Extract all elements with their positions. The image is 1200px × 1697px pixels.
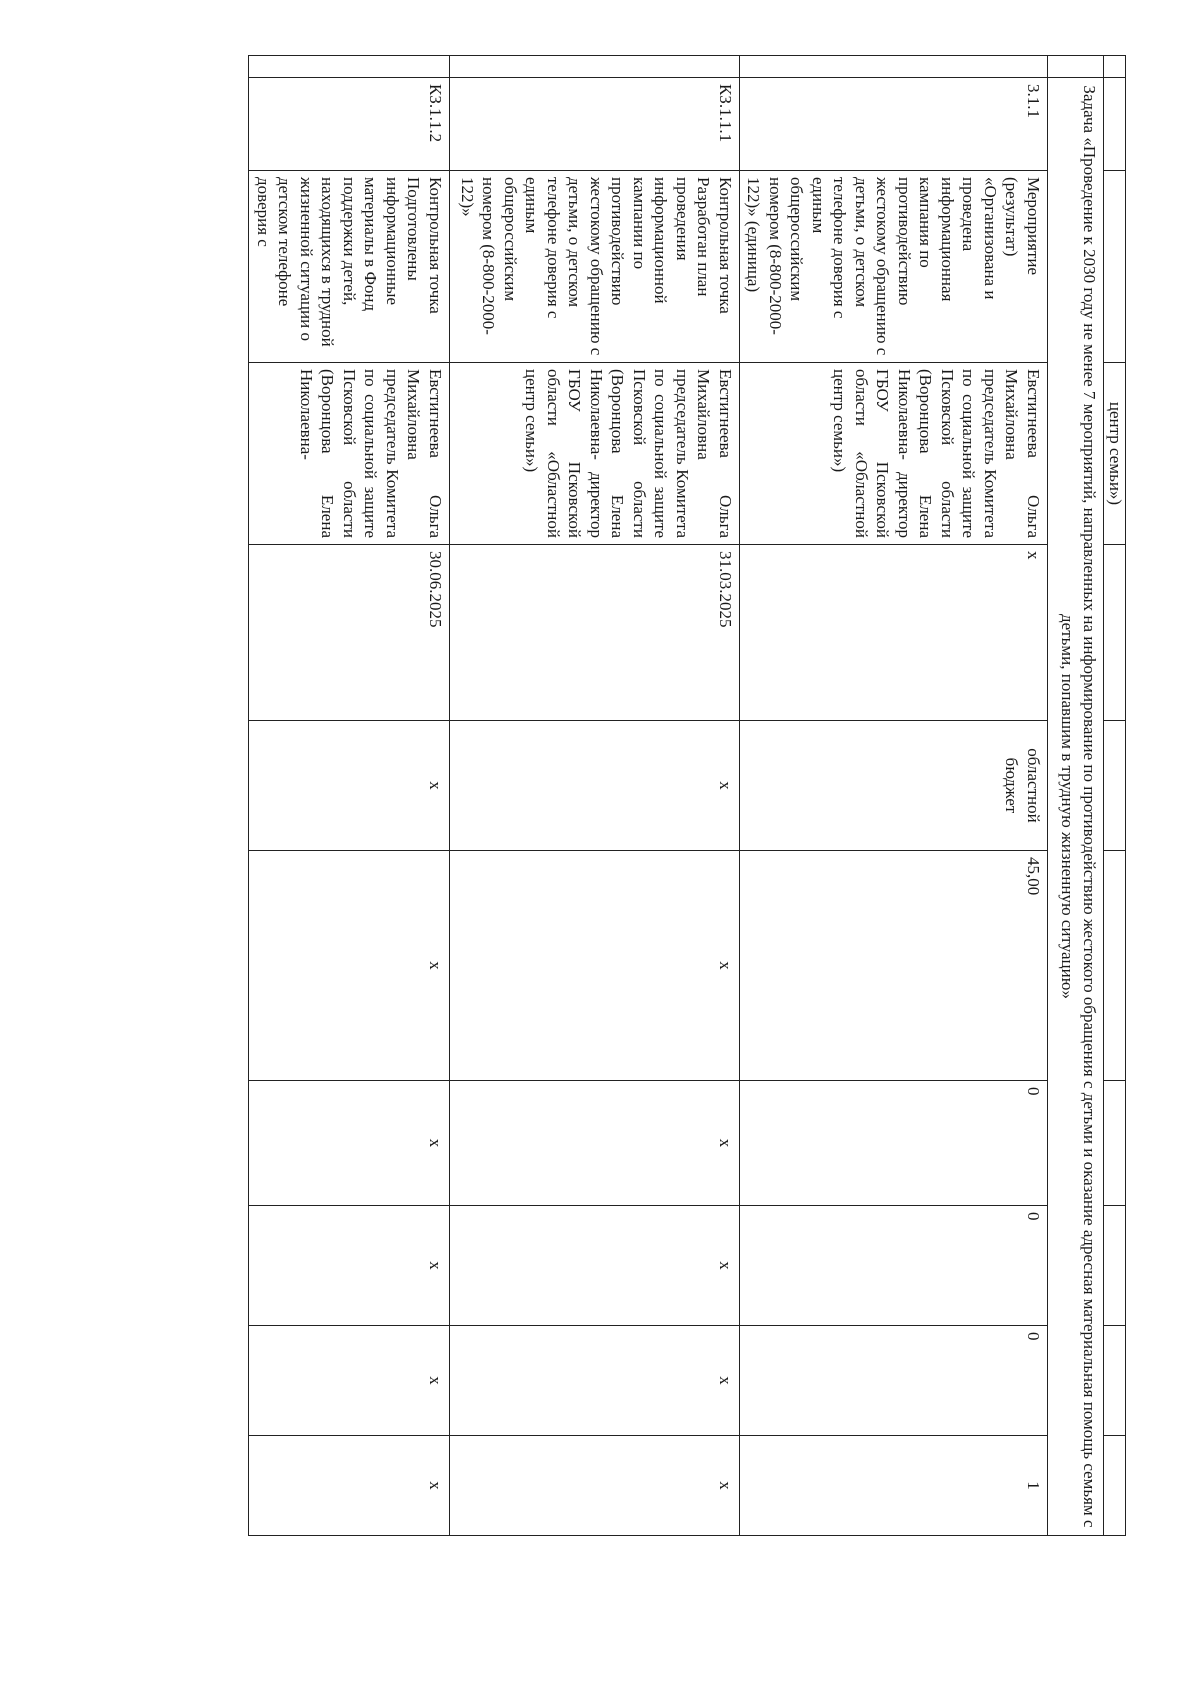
row-value-4: x bbox=[450, 1436, 740, 1536]
table-row bbox=[249, 56, 450, 1536]
row-value-2: 0 bbox=[740, 1206, 1048, 1326]
empty-cell bbox=[1104, 851, 1126, 1081]
empty-cell bbox=[1104, 56, 1126, 78]
row-value-3: x bbox=[249, 1326, 450, 1436]
empty-cell bbox=[1104, 1436, 1126, 1536]
row-value-1: x bbox=[249, 1081, 450, 1206]
row-number: 3.1.1 bbox=[740, 78, 1048, 171]
row-date: 30.06.2025 bbox=[249, 545, 450, 721]
task-row bbox=[1048, 56, 1104, 1536]
row-amount: x bbox=[249, 851, 450, 1081]
row-number: КЗ.1.1.2 bbox=[249, 78, 450, 171]
empty-cell bbox=[1104, 171, 1126, 363]
empty-cell bbox=[450, 56, 740, 78]
empty-cell bbox=[1104, 721, 1126, 851]
row-responsible: Евстигнеева Ольга Михайловна председатель Комитета по социальной защите Псковской области (Воронцова Елена Николаевна- bbox=[249, 363, 450, 545]
row-description: Мероприятие (результат) «Организована и проведена информационная кампания по противодействию жестокому обращению с детьми, о детском телефоне доверия с единым общероссийским номером (8-800-2000-122)» (единица) bbox=[740, 171, 1048, 363]
row-number: КЗ.1.1.1 bbox=[450, 78, 740, 171]
continued-row bbox=[1104, 56, 1126, 1536]
row-value-3: x bbox=[450, 1326, 740, 1436]
empty-cell bbox=[740, 56, 1048, 78]
row-value-2: x bbox=[450, 1206, 740, 1326]
empty-cell bbox=[1104, 545, 1126, 721]
row-source: областной бюджет bbox=[740, 721, 1048, 851]
measures-table bbox=[249, 55, 1127, 1536]
row-source: x bbox=[249, 721, 450, 851]
empty-cell bbox=[1104, 1206, 1126, 1326]
table-row bbox=[740, 56, 1048, 1536]
continued-text: центр семьи») bbox=[1104, 363, 1126, 545]
row-value-1: 0 bbox=[740, 1081, 1048, 1206]
row-responsible: Евстигнеева Ольга Михайловна председатель Комитета по социальной защите Псковской области (Воронцова Елена Николаевна- директор ГБОУ Псковской области «Областной центр семьи») bbox=[450, 363, 740, 545]
task-heading: Задача «Проведение к 2030 году не менее 7 мероприятий, направленных на информирование по противодействию жестокого обращения с детьми и оказание адресная материальная помощь семьям с детьми, попавшим в трудную жизненную ситуацию» bbox=[1048, 78, 1104, 1536]
row-date: x bbox=[740, 545, 1048, 721]
row-value-2: x bbox=[249, 1206, 450, 1326]
row-value-3: 0 bbox=[740, 1326, 1048, 1436]
row-value-4: 1 bbox=[740, 1436, 1048, 1536]
row-value-1: x bbox=[450, 1081, 740, 1206]
table-row bbox=[450, 56, 740, 1536]
empty-cell bbox=[249, 56, 450, 78]
row-amount: x bbox=[450, 851, 740, 1081]
row-amount: 45,00 bbox=[740, 851, 1048, 1081]
rotated-table-sheet bbox=[171, 55, 1126, 1535]
row-description: Контрольная точка Разработан план проведения информационной кампании по противодействию жестокому обращению с детьми, о детском телефоне доверия с единым общероссийским номером (8-800-2000-122)» bbox=[450, 171, 740, 363]
row-responsible: Евстигнеева Ольга Михайловна председатель Комитета по социальной защите Псковской области (Воронцова Елена Николаевна- директор ГБОУ Псковской области «Областной центр семьи») bbox=[740, 363, 1048, 545]
row-value-4: x bbox=[249, 1436, 450, 1536]
row-source: x bbox=[450, 721, 740, 851]
empty-cell bbox=[1104, 78, 1126, 171]
empty-cell bbox=[1104, 1326, 1126, 1436]
empty-cell bbox=[1104, 1081, 1126, 1206]
empty-cell bbox=[1048, 56, 1104, 78]
row-date: 31.03.2025 bbox=[450, 545, 740, 721]
row-description: Контрольная точка Подготовлены информационные материалы в Фонд поддержки детей, находящихся в трудной жизненной ситуации о детском телефоне доверия с bbox=[249, 171, 450, 363]
